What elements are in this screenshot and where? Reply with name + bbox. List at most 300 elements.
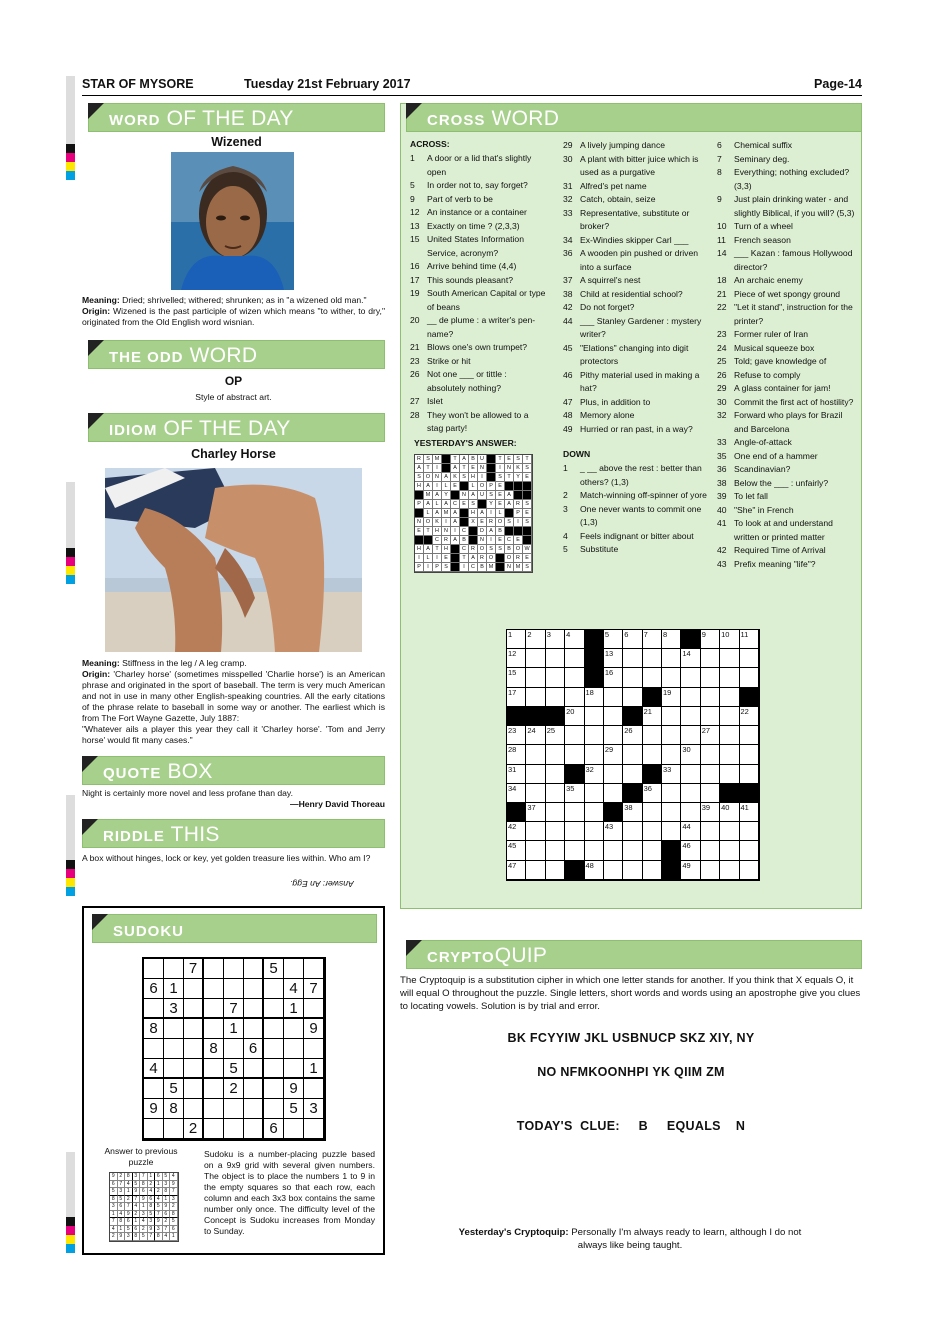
sudoku-cell[interactable] xyxy=(244,1099,264,1119)
sudoku-cell[interactable]: 6 xyxy=(264,1119,284,1139)
crossword-cell[interactable] xyxy=(740,745,759,764)
crossword-cell[interactable] xyxy=(585,822,604,841)
crossword-cell[interactable]: 42 xyxy=(507,822,526,841)
crossword-cell[interactable] xyxy=(565,803,584,822)
crossword-cell[interactable] xyxy=(526,784,545,803)
crossword-black-cell xyxy=(546,707,565,726)
sudoku-cell[interactable] xyxy=(144,999,164,1019)
sudoku-cell[interactable] xyxy=(204,1099,224,1119)
sudoku-cell[interactable] xyxy=(184,1099,204,1119)
sudoku-cell[interactable] xyxy=(224,1039,244,1059)
crossword-cell[interactable] xyxy=(565,649,584,668)
crossword-cell[interactable] xyxy=(546,688,565,707)
answer-black-cell xyxy=(514,527,523,536)
answer-cell: S xyxy=(487,491,496,500)
sudoku-cell[interactable]: 7 xyxy=(224,999,244,1019)
sudoku-answer-cell: 6 xyxy=(140,1188,148,1196)
crossword-cell[interactable] xyxy=(662,745,681,764)
crossword-cell[interactable] xyxy=(604,688,623,707)
sudoku-cell[interactable] xyxy=(244,959,264,979)
crossword-cell[interactable] xyxy=(585,745,604,764)
crossword-cell[interactable]: 9 xyxy=(701,630,720,649)
sudoku-cell[interactable]: 1 xyxy=(304,1059,324,1079)
sudoku-cell[interactable]: 7 xyxy=(304,979,324,999)
crossword-cell[interactable] xyxy=(623,649,642,668)
sudoku-answer-cell: 7 xyxy=(118,1181,126,1189)
answer-cell: R xyxy=(514,554,523,563)
crossword-cell[interactable] xyxy=(565,822,584,841)
sudoku-cell[interactable] xyxy=(204,1119,224,1139)
sudoku-cell[interactable] xyxy=(184,999,204,1019)
crossword-cell[interactable]: 34 xyxy=(507,784,526,803)
crossword-cell[interactable] xyxy=(585,726,604,745)
crossword-cell[interactable]: 3 xyxy=(546,630,565,649)
sudoku-cell[interactable] xyxy=(264,1059,284,1079)
crossword-cell[interactable] xyxy=(546,841,565,860)
sudoku-cell[interactable]: 9 xyxy=(284,1079,304,1099)
crossword-cell[interactable]: 39 xyxy=(701,803,720,822)
crossword-cell[interactable] xyxy=(546,822,565,841)
crossword-cell[interactable] xyxy=(681,668,700,687)
crossword-cell[interactable]: 10 xyxy=(720,630,739,649)
crossword-cell[interactable] xyxy=(623,861,642,880)
clue-item xyxy=(717,193,857,220)
sudoku-cell[interactable]: 2 xyxy=(184,1119,204,1139)
clue-number: 9 xyxy=(410,193,415,204)
crossword-cell[interactable] xyxy=(701,861,720,880)
answer-cell: A xyxy=(433,509,442,518)
crossword-cell[interactable]: 33 xyxy=(662,765,681,784)
clue-item xyxy=(717,504,857,518)
crossword-cell[interactable] xyxy=(681,765,700,784)
crossword-cell[interactable]: 20 xyxy=(565,707,584,726)
clue-number: 44 xyxy=(563,315,573,326)
sudoku-answer-cell: 8 xyxy=(133,1233,141,1241)
sudoku-cell[interactable]: 9 xyxy=(304,1019,324,1039)
crossword-cell[interactable] xyxy=(720,765,739,784)
crossword-cell[interactable] xyxy=(701,688,720,707)
crossword-cell[interactable]: 14 xyxy=(681,649,700,668)
crossword-cell[interactable] xyxy=(681,803,700,822)
crossword-cell[interactable] xyxy=(701,649,720,668)
crossword-cell[interactable] xyxy=(526,861,545,880)
crossword-cell[interactable] xyxy=(546,765,565,784)
clue-text: Everything; nothing excluded? (3,3) xyxy=(734,167,850,191)
crossword-cell[interactable]: 47 xyxy=(507,861,526,880)
crossword-cell[interactable] xyxy=(604,841,623,860)
sudoku-answer-cell: 5 xyxy=(125,1226,133,1234)
down-clues-col3 xyxy=(717,139,857,571)
sudoku-cell[interactable] xyxy=(264,999,284,1019)
crossword-cell[interactable] xyxy=(604,726,623,745)
quote-text: Night is certainly more novel and less profane than day. xyxy=(82,788,293,798)
answer-cell: Y xyxy=(514,473,523,482)
answer-cell: L xyxy=(442,482,451,491)
sudoku-answer-cell: 4 xyxy=(148,1188,156,1196)
crossword-cell[interactable] xyxy=(585,784,604,803)
crossword-black-cell xyxy=(526,707,545,726)
banner-suffix: THIS xyxy=(164,823,220,846)
sudoku-cell[interactable] xyxy=(264,1019,284,1039)
sudoku-cell[interactable] xyxy=(164,1019,184,1039)
crossword-cell[interactable]: 1 xyxy=(507,630,526,649)
sudoku-cell[interactable] xyxy=(264,1079,284,1099)
crossword-cell[interactable] xyxy=(604,784,623,803)
crossword-cell[interactable] xyxy=(740,765,759,784)
crossword-cell[interactable] xyxy=(643,803,662,822)
sudoku-answer-cell: 3 xyxy=(118,1188,126,1196)
sudoku-cell[interactable] xyxy=(144,959,164,979)
crossword-cell[interactable] xyxy=(662,668,681,687)
sudoku-cell[interactable] xyxy=(264,979,284,999)
crossword-cell[interactable] xyxy=(546,803,565,822)
crossword-cell[interactable]: 8 xyxy=(662,630,681,649)
crossword-cell[interactable]: 12 xyxy=(507,649,526,668)
crossword-cell[interactable]: 43 xyxy=(604,822,623,841)
answer-cell: S xyxy=(496,545,505,554)
crossword-cell[interactable]: 13 xyxy=(604,649,623,668)
sudoku-answer-cell: 4 xyxy=(133,1203,141,1211)
crossword-cell[interactable] xyxy=(701,707,720,726)
clue-number: 45 xyxy=(563,342,573,353)
crossword-cell[interactable] xyxy=(701,745,720,764)
sudoku-cell[interactable] xyxy=(284,959,304,979)
clue-item xyxy=(563,423,708,437)
sudoku-answer-cell: 8 xyxy=(125,1173,133,1181)
sudoku-cell[interactable] xyxy=(244,1119,264,1139)
sudoku-cell[interactable] xyxy=(284,1119,304,1139)
crossword-cell[interactable]: 21 xyxy=(643,707,662,726)
sudoku-cell[interactable] xyxy=(144,1039,164,1059)
sudoku-cell[interactable] xyxy=(204,1019,224,1039)
crossword-cell[interactable]: 32 xyxy=(585,765,604,784)
sudoku-cell[interactable]: 1 xyxy=(164,979,184,999)
crossword-cell[interactable] xyxy=(701,668,720,687)
sudoku-cell[interactable]: 4 xyxy=(144,1059,164,1079)
sudoku-answer-cell: 4 xyxy=(125,1181,133,1189)
crossword-cell[interactable] xyxy=(585,841,604,860)
clue-number: 41 xyxy=(717,518,727,528)
sudoku-cell[interactable] xyxy=(304,959,324,979)
sudoku-cell[interactable] xyxy=(264,1039,284,1059)
sudoku-cell[interactable]: 6 xyxy=(244,1039,264,1059)
sudoku-cell[interactable] xyxy=(184,1019,204,1039)
odd-word-banner xyxy=(88,340,385,369)
crossword-cell[interactable] xyxy=(662,649,681,668)
clue-number: 37 xyxy=(563,275,573,285)
sudoku-cell[interactable] xyxy=(204,999,224,1019)
crossword-cell[interactable]: 30 xyxy=(681,745,700,764)
crossword-cell[interactable] xyxy=(720,726,739,745)
answer-cell: O xyxy=(514,545,523,554)
crossword-cell[interactable] xyxy=(681,784,700,803)
sudoku-cell[interactable]: 5 xyxy=(264,959,284,979)
crossword-cell[interactable] xyxy=(701,841,720,860)
sudoku-cell[interactable] xyxy=(304,1119,324,1139)
cryptoquip-banner xyxy=(406,940,862,969)
crossword-cell[interactable]: 29 xyxy=(604,745,623,764)
sudoku-cell[interactable]: 6 xyxy=(144,979,164,999)
sudoku-cell[interactable] xyxy=(164,1059,184,1079)
clue-number: 26 xyxy=(410,369,420,379)
answer-cell: R xyxy=(469,545,478,554)
sudoku-answer-cell: 7 xyxy=(125,1203,133,1211)
crossword-cell[interactable] xyxy=(643,726,662,745)
sudoku-cell[interactable] xyxy=(284,1059,304,1079)
crossword-black-cell xyxy=(623,707,642,726)
crossword-cell[interactable] xyxy=(565,668,584,687)
crossword-cell[interactable] xyxy=(623,841,642,860)
sudoku-answer-cell: 1 xyxy=(118,1226,126,1234)
clue-number: 19 xyxy=(410,288,420,298)
sudoku-cell[interactable] xyxy=(224,979,244,999)
crossword-cell[interactable] xyxy=(720,822,739,841)
crossword-cell[interactable]: 46 xyxy=(681,841,700,860)
sudoku-cell[interactable] xyxy=(244,1019,264,1039)
crossword-cell[interactable] xyxy=(526,688,545,707)
crossword-cell[interactable] xyxy=(623,668,642,687)
sudoku-cell[interactable]: 1 xyxy=(224,1019,244,1039)
crossword-cell[interactable]: 17 xyxy=(507,688,526,707)
crossword-cell[interactable]: 41 xyxy=(740,803,759,822)
sudoku-cell[interactable]: 9 xyxy=(144,1099,164,1119)
sudoku-answer-cell: 5 xyxy=(155,1203,163,1211)
sudoku-cell[interactable] xyxy=(304,1039,324,1059)
clue-item xyxy=(563,301,708,315)
crossword-cell[interactable]: 15 xyxy=(507,668,526,687)
crossword-cell[interactable] xyxy=(701,822,720,841)
crossword-cell[interactable] xyxy=(623,765,642,784)
crossword-cell[interactable] xyxy=(585,707,604,726)
crossword-cell[interactable]: 36 xyxy=(643,784,662,803)
crossword-cell[interactable] xyxy=(546,649,565,668)
sudoku-cell[interactable] xyxy=(244,979,264,999)
crossword-cell[interactable] xyxy=(720,861,739,880)
sudoku-cell[interactable]: 8 xyxy=(204,1039,224,1059)
crossword-cell[interactable] xyxy=(740,668,759,687)
crossword-cell[interactable] xyxy=(643,822,662,841)
answer-cell: A xyxy=(442,500,451,509)
cryptoquip-line2: NO NFMKOONHPI YK QIIM ZM xyxy=(537,1065,725,1079)
crossword-cell[interactable]: 38 xyxy=(623,803,642,822)
crossword-cell[interactable] xyxy=(585,803,604,822)
crossword-cell[interactable] xyxy=(526,668,545,687)
crossword-cell[interactable] xyxy=(681,726,700,745)
clue-number: 43 xyxy=(717,558,727,569)
sudoku-cell[interactable] xyxy=(244,1059,264,1079)
clue-text: To look at and understand written or printed matter xyxy=(734,518,833,542)
crossword-cell[interactable]: 49 xyxy=(681,861,700,880)
sudoku-cell[interactable] xyxy=(264,1099,284,1119)
clue-text: Chemical suffix xyxy=(734,140,793,150)
crossword-cell[interactable] xyxy=(701,765,720,784)
clue-item xyxy=(717,328,857,342)
crossword-cell[interactable] xyxy=(681,688,700,707)
sudoku-cell[interactable] xyxy=(164,959,184,979)
crossword-cell[interactable] xyxy=(526,841,545,860)
answer-cell: W xyxy=(523,545,532,554)
crossword-cell[interactable] xyxy=(623,822,642,841)
clue-number: 18 xyxy=(717,275,727,285)
sudoku-answer-cell: 9 xyxy=(125,1211,133,1219)
crossword-cell[interactable] xyxy=(546,861,565,880)
banner-prefix: CRYPTO xyxy=(427,949,495,966)
crossword-cell[interactable] xyxy=(565,688,584,707)
sudoku-cell[interactable]: 2 xyxy=(224,1079,244,1099)
crossword-cell[interactable]: 16 xyxy=(604,668,623,687)
sudoku-answer-cell: 2 xyxy=(170,1203,178,1211)
crossword-cell[interactable] xyxy=(565,745,584,764)
crossword-cell[interactable]: 40 xyxy=(720,803,739,822)
crossword-cell[interactable] xyxy=(662,822,681,841)
crossword-cell[interactable] xyxy=(643,861,662,880)
crossword-cell[interactable]: 35 xyxy=(565,784,584,803)
meaning-label: Meaning: xyxy=(82,658,120,668)
sudoku-cell[interactable] xyxy=(224,959,244,979)
sudoku-cell[interactable] xyxy=(144,1079,164,1099)
crossword-cell[interactable]: 2 xyxy=(526,630,545,649)
crossword-cell[interactable] xyxy=(565,841,584,860)
crossword-cell[interactable] xyxy=(681,707,700,726)
crossword-black-cell xyxy=(720,784,739,803)
crossword-cell[interactable] xyxy=(623,745,642,764)
sudoku-cell[interactable] xyxy=(204,959,224,979)
crossword-cell[interactable] xyxy=(720,668,739,687)
crossword-cell[interactable] xyxy=(546,668,565,687)
crossword-cell[interactable] xyxy=(604,707,623,726)
answer-cell: M xyxy=(433,455,442,464)
clue-item xyxy=(563,247,708,274)
sudoku-cell[interactable]: 8 xyxy=(164,1099,184,1119)
crossword-cell[interactable] xyxy=(740,649,759,668)
crossword-cell[interactable] xyxy=(546,784,565,803)
sudoku-cell[interactable] xyxy=(304,1079,324,1099)
sudoku-cell[interactable]: 5 xyxy=(224,1059,244,1079)
sudoku-cell[interactable] xyxy=(184,979,204,999)
crossword-cell[interactable] xyxy=(526,822,545,841)
answer-cell: M xyxy=(424,491,433,500)
crossword-cell[interactable] xyxy=(740,726,759,745)
crossword-cell[interactable]: 22 xyxy=(740,707,759,726)
crossword-cell[interactable] xyxy=(643,841,662,860)
crossword-cell[interactable]: 48 xyxy=(585,861,604,880)
sudoku-cell[interactable]: 7 xyxy=(184,959,204,979)
crossword-cell[interactable] xyxy=(526,745,545,764)
crossword-cell[interactable] xyxy=(565,726,584,745)
sudoku-cell[interactable]: 8 xyxy=(144,1019,164,1039)
sudoku-cell[interactable] xyxy=(284,1019,304,1039)
sudoku-cell[interactable] xyxy=(304,999,324,1019)
crossword-cell[interactable]: 31 xyxy=(507,765,526,784)
crossword-cell[interactable]: 28 xyxy=(507,745,526,764)
crossword-cell[interactable] xyxy=(740,822,759,841)
crossword-cell[interactable]: 24 xyxy=(526,726,545,745)
crossword-cell[interactable] xyxy=(740,861,759,880)
answer-cell: S xyxy=(415,473,424,482)
sudoku-cell[interactable]: 1 xyxy=(284,999,304,1019)
sudoku-cell[interactable] xyxy=(184,1059,204,1079)
sudoku-cell[interactable] xyxy=(164,1039,184,1059)
crossword-cell[interactable]: 7 xyxy=(643,630,662,649)
crossword-cell[interactable] xyxy=(546,745,565,764)
clue-item xyxy=(717,288,857,302)
sudoku-cell[interactable]: 3 xyxy=(304,1099,324,1119)
crossword-cell[interactable] xyxy=(604,765,623,784)
crossword-cell[interactable] xyxy=(740,841,759,860)
answer-cell: A xyxy=(424,482,433,491)
crossword-cell[interactable] xyxy=(720,707,739,726)
crossword-cell[interactable]: 19 xyxy=(662,688,681,707)
answer-cell: P xyxy=(415,563,424,572)
crossword-cell[interactable]: 26 xyxy=(623,726,642,745)
sudoku-cell[interactable]: 5 xyxy=(284,1099,304,1119)
answer-cell: E xyxy=(496,500,505,509)
crossword-cell[interactable]: 44 xyxy=(681,822,700,841)
sudoku-cell[interactable] xyxy=(244,999,264,1019)
crossword-cell[interactable] xyxy=(662,784,681,803)
clue-number: 3 xyxy=(563,503,568,514)
clue-number: 17 xyxy=(410,274,420,285)
crossword-cell[interactable] xyxy=(526,649,545,668)
crossword-cell[interactable] xyxy=(662,707,681,726)
crossword-cell[interactable] xyxy=(643,745,662,764)
sudoku-cell[interactable] xyxy=(184,1039,204,1059)
answer-black-cell xyxy=(487,464,496,473)
crossword-cell[interactable] xyxy=(720,841,739,860)
sudoku-cell[interactable] xyxy=(204,1079,224,1099)
sudoku-cell[interactable]: 4 xyxy=(284,979,304,999)
crossword-cell[interactable]: 23 xyxy=(507,726,526,745)
crossword-cell[interactable] xyxy=(720,688,739,707)
answer-cell: S xyxy=(424,455,433,464)
crossword-cell[interactable] xyxy=(643,649,662,668)
sudoku-cell[interactable] xyxy=(204,979,224,999)
cryptoquip-intro: The Cryptoquip is a substitution cipher in which one letter stands for another. If you think that X equals O, it will equal O throughout the puzzle. Single letters, short words and words using an apostrophe give you clues to locating vowels. Solution is by trial and error. xyxy=(400,975,861,1012)
crossword-cell[interactable] xyxy=(662,803,681,822)
crossword-cell[interactable]: 25 xyxy=(546,726,565,745)
crossword-cell[interactable] xyxy=(643,668,662,687)
crossword-cell[interactable]: 27 xyxy=(701,726,720,745)
crossword-cell[interactable]: 6 xyxy=(623,630,642,649)
sudoku-cell[interactable]: 5 xyxy=(164,1079,184,1099)
clue-item xyxy=(717,558,857,572)
crossword-cell[interactable] xyxy=(720,745,739,764)
sudoku-cell[interactable] xyxy=(224,1099,244,1119)
crossword-cell[interactable]: 45 xyxy=(507,841,526,860)
sudoku-cell[interactable] xyxy=(184,1079,204,1099)
sudoku-cell[interactable] xyxy=(144,1119,164,1139)
crossword-cell[interactable] xyxy=(662,726,681,745)
sudoku-cell[interactable] xyxy=(244,1079,264,1099)
crossword-cell[interactable] xyxy=(604,861,623,880)
crossword-cell[interactable]: 5 xyxy=(604,630,623,649)
sudoku-cell[interactable] xyxy=(224,1119,244,1139)
crossword-cell[interactable] xyxy=(526,765,545,784)
crossword-cell[interactable] xyxy=(623,688,642,707)
crossword-cell[interactable] xyxy=(720,649,739,668)
sudoku-cell[interactable] xyxy=(204,1059,224,1079)
crossword-cell[interactable]: 4 xyxy=(565,630,584,649)
crossword-cell[interactable]: 11 xyxy=(740,630,759,649)
crossword-cell[interactable] xyxy=(701,784,720,803)
crossword-cell[interactable]: 18 xyxy=(585,688,604,707)
clue-number: 49 xyxy=(563,423,573,434)
sudoku-cell[interactable] xyxy=(164,1119,184,1139)
sudoku-cell[interactable]: 3 xyxy=(164,999,184,1019)
answer-cell: S xyxy=(523,500,532,509)
sudoku-cell[interactable] xyxy=(284,1039,304,1059)
crossword-cell[interactable]: 37 xyxy=(526,803,545,822)
